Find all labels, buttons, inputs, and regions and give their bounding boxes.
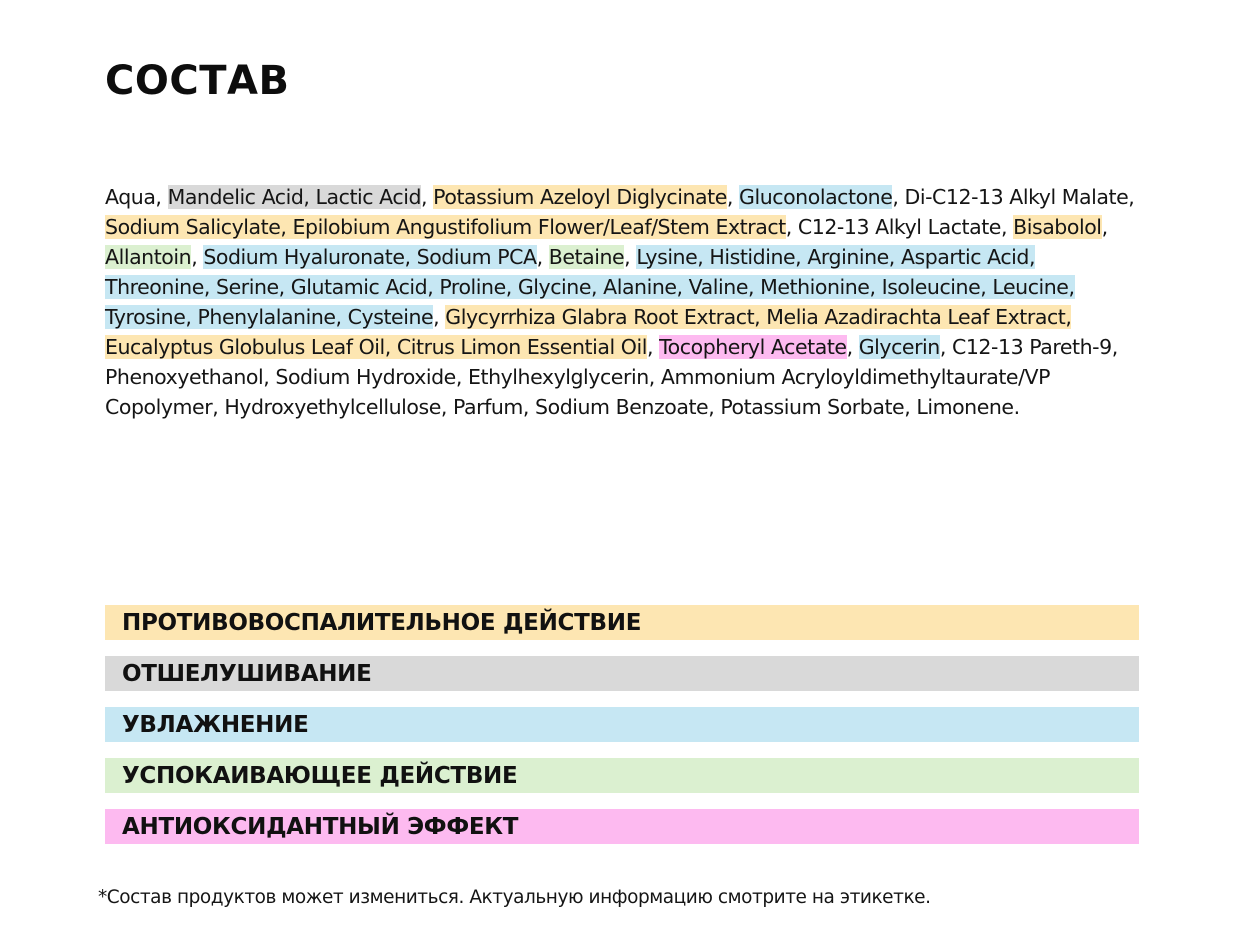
ingredient-highlight-anti-inflammatory: Potassium Azeloyl Diglycinate (433, 185, 727, 209)
ingredient-text: Aqua, (105, 185, 168, 209)
legend-item-moisturizing (105, 707, 1139, 742)
ingredient-highlight-anti-inflammatory: Glycyrrhiza Glabra Root Extract, Melia Azadirachta Leaf Extract, Eucalyptus Globulus Leaf Oil, Citrus Limon Essential Oil (105, 305, 1072, 359)
legend-label: УСПОКАИВАЮЩЕЕ ДЕЙСТВИЕ (122, 762, 518, 789)
ingredient-highlight-soothing: Betaine (548, 245, 625, 269)
ingredient-highlight-moisturizing: Glycerin (858, 335, 940, 359)
ingredient-text: , (1101, 215, 1108, 239)
ingredient-highlight-moisturizing: Lysine, Histidine, Arginine, Aspartic Acid, Threonine, Serine, Glutamic Acid, Proline, Glycine, Alanine, Valine, Methionine, Isoleucine, Leucine, Tyrosine, Phenylalanine, Cysteine (105, 245, 1075, 329)
legend-label: АНТИОКСИДАНТНЫЙ ЭФФЕКТ (122, 813, 519, 840)
ingredient-highlight-antioxidant: Tocopheryl Acetate (659, 335, 847, 359)
legend-item-antioxidant (105, 809, 1139, 844)
ingredient-text: , (726, 185, 740, 209)
ingredient-text: , C12-13 Alkyl Lactate, (785, 215, 1014, 239)
ingredients-list (105, 182, 1135, 422)
ingredient-highlight-anti-inflammatory: Sodium Salicylate, Epilobium Angustifolium Flower/Leaf/Stem Extract (105, 215, 786, 239)
legend-item-exfoliation (105, 656, 1139, 691)
ingredient-text: , C12-13 Pareth-9, Phenoxyethanol, Sodium Hydroxide, Ethylhexylglycerin, Ammonium Acryloyldimethyltaurate/VP Copolymer, Hydroxyethylcellulose, Parfum, Sodium Benzoate, Potassium Sorbate, Limonene. (105, 335, 1118, 419)
ingredient-text: , (191, 245, 204, 269)
ingredient-highlight-moisturizing: Gluconolactone (739, 185, 893, 209)
page-title: СОСТАВ (105, 58, 290, 104)
ingredient-highlight-soothing: Allantoin (105, 245, 192, 269)
ingredient-text: , Di-C12-13 Alkyl Malate, (892, 185, 1135, 209)
ingredient-highlight-anti-inflammatory: Bisabolol (1013, 215, 1102, 239)
legend-label: УВЛАЖНЕНИЕ (122, 711, 309, 738)
legend-item-anti-inflammatory (105, 605, 1139, 640)
ingredient-highlight-moisturizing: Sodium Hyaluronate, Sodium PCA (203, 245, 537, 269)
ingredient-text: , (846, 335, 859, 359)
legend-item-soothing (105, 758, 1139, 793)
ingredient-text: , (433, 305, 446, 329)
legend (105, 605, 1139, 860)
footnote: *Состав продуктов может измениться. Актуальную информацию смотрите на этикетке. (98, 887, 931, 908)
legend-label: ОТШЕЛУШИВАНИЕ (122, 660, 372, 687)
legend-label: ПРОТИВОВОСПАЛИТЕЛЬНОЕ ДЕЙСТВИЕ (122, 609, 642, 636)
ingredient-text: , (624, 245, 637, 269)
ingredient-highlight-exfoliation: Mandelic Acid, Lactic Acid (167, 185, 422, 209)
ingredient-text: , (536, 245, 549, 269)
ingredient-text: , (421, 185, 434, 209)
ingredient-text: , (646, 335, 660, 359)
